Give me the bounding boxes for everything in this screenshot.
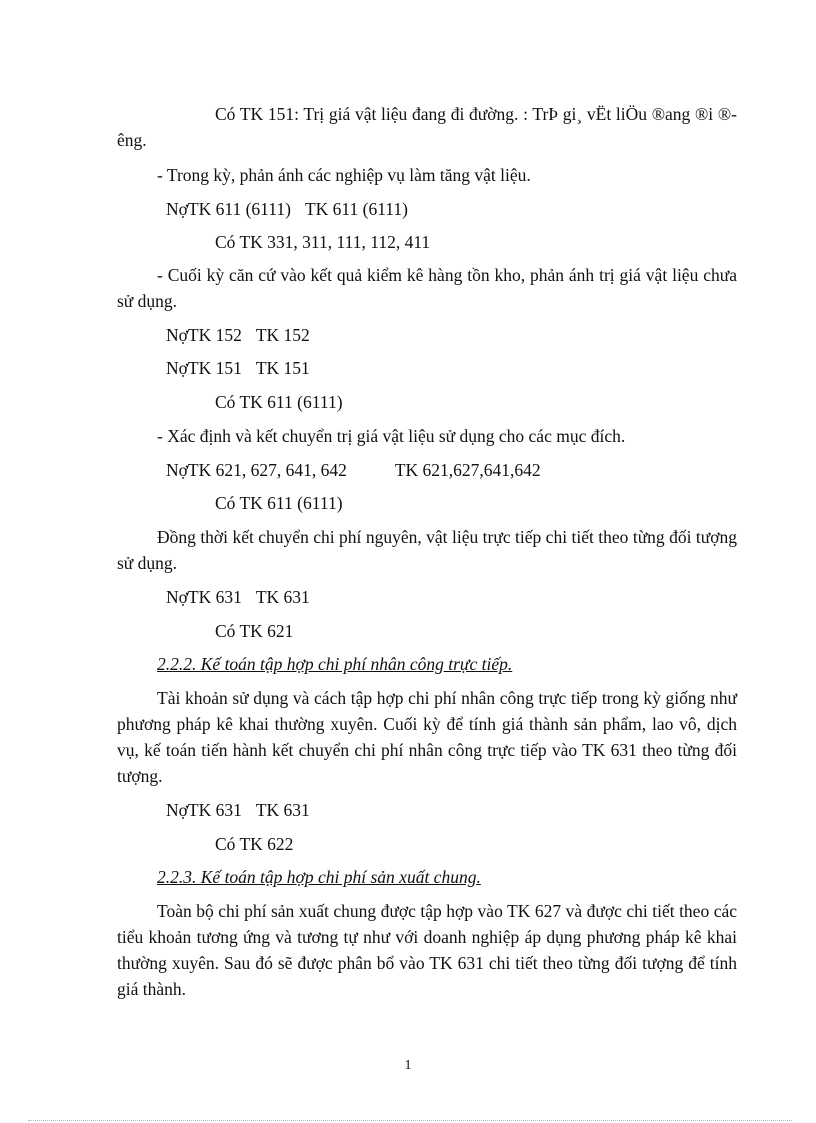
entry-no-621-627 [166, 457, 541, 483]
footer-divider [28, 1120, 792, 1121]
entry-co-611-b: Có TK 611 (6111) [215, 493, 343, 513]
section-heading-2-2-2: 2.2.2. Kế toán tập hợp chi phí nhân công trực tiếp. [157, 654, 513, 674]
paragraph-trong-ky: - Trong kỳ, phản ánh các nghiệp vụ làm tăng vật liệu. [157, 165, 531, 185]
entry-no-611 [166, 196, 408, 222]
debit-account: NợTK 151 [166, 358, 242, 378]
debit-account: NợTK 631 [166, 800, 242, 820]
entry-co-331: Có TK 331, 311, 111, 112, 411 [215, 232, 431, 252]
paragraph-cuoi-ky: - Cuối kỳ căn cứ vào kết quả kiểm kê hàng tồn kho, phản ánh trị giá vật liệu chưa sử dụng. [117, 265, 737, 311]
debit-account: NợTK 152 [166, 325, 242, 345]
entry-no-631-b [166, 797, 310, 823]
account-label: TK 631 [255, 587, 310, 607]
paragraph-dong-thoi: Đồng thời kết chuyển chi phí nguyên, vật liệu trực tiếp chi tiết theo từng đối tượng sử dụng. [117, 527, 737, 573]
debit-account: NợTK 631 [166, 587, 242, 607]
account-label: TK 152 [255, 325, 310, 345]
account-label: TK 621,627,641,642 [394, 460, 541, 480]
paragraph-tk151: Có TK 151: Trị giá vật liệu đang đi đường. : TrÞ gi¸ vËt liÖu ®ang ®i ®êng. [117, 104, 737, 150]
paragraph-tai-khoan: Tài khoản sử dụng và cách tập hợp chi phí nhân công trực tiếp trong kỳ giống như phương pháp kê khai thường xuyên. Cuối kỳ để tính giá thành sản phẩm, lao vô, dịch vụ, kế toán tiến hành kết chuyển chi phí nhân công trực tiếp vào TK 631 theo từng đối tượng. [117, 688, 737, 786]
paragraph-toan-bo: Toàn bộ chi phí sản xuất chung được tập hợp vào TK 627 và được chi tiết theo các tiểu khoản tương ứng và tương tự như với doanh nghiệp áp dụng phương pháp kê khai thường xuyên. Sau đó sẽ được phân bổ vào TK 631 chi tiết theo từng đối tượng để tính giá thành. [117, 901, 737, 999]
section-heading-2-2-3: 2.2.3. Kế toán tập hợp chi phí sản xuất chung. [157, 867, 481, 887]
entry-co-622: Có TK 622 [215, 834, 294, 854]
account-label: TK 611 (6111) [304, 199, 408, 219]
page-number: 1 [404, 1058, 412, 1073]
entry-co-611-a: Có TK 611 (6111) [215, 392, 343, 412]
entry-no-151 [166, 355, 310, 381]
account-label: TK 631 [255, 800, 310, 820]
debit-account: NợTK 611 (6111) [166, 199, 291, 219]
account-label: TK 151 [255, 358, 310, 378]
entry-no-152 [166, 322, 310, 348]
debit-account: NợTK 621, 627, 641, 642 [166, 460, 347, 480]
entry-no-631-a [166, 584, 310, 610]
paragraph-xac-dinh: - Xác định và kết chuyển trị giá vật liệu sử dụng cho các mục đích. [157, 426, 626, 446]
entry-co-621: Có TK 621 [215, 621, 294, 641]
